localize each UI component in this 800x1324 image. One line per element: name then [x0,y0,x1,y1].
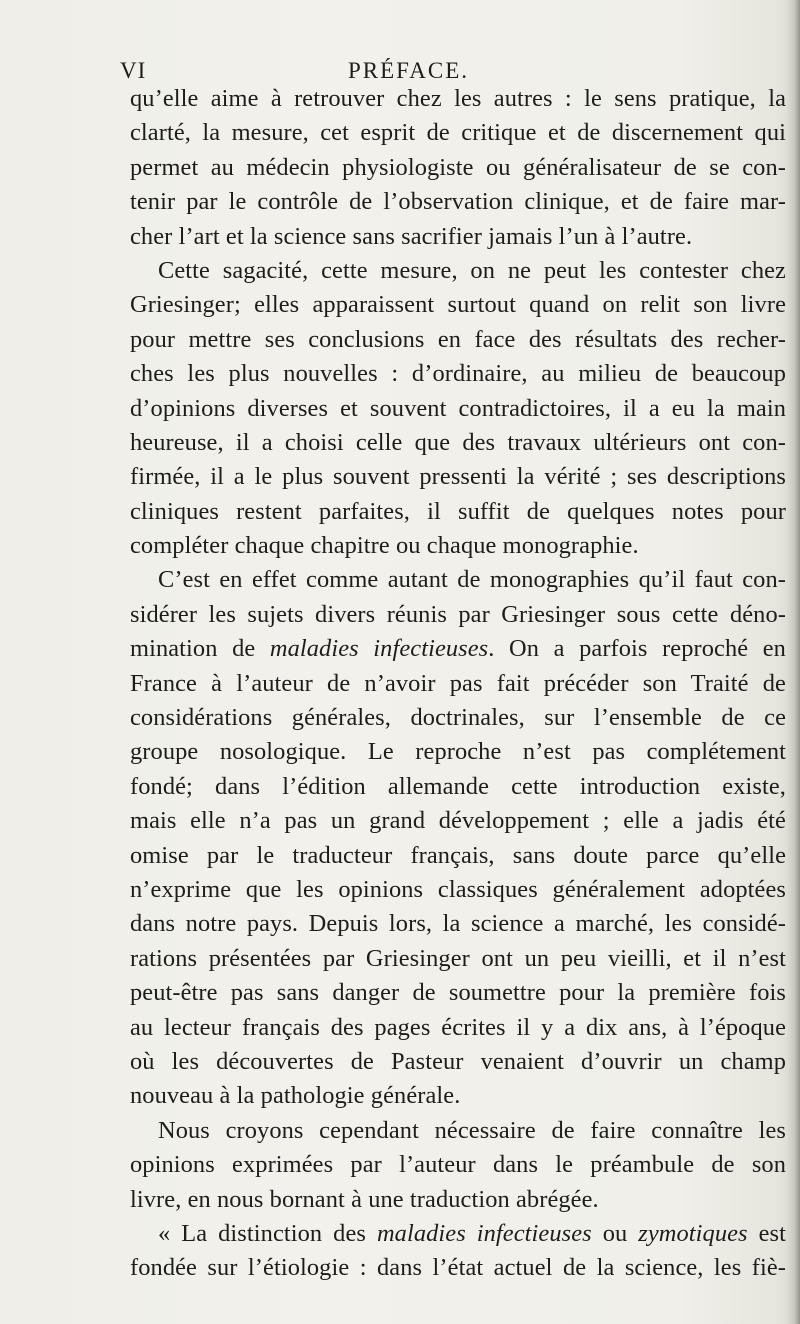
page-edge-shadow [786,0,800,1324]
body-text [130,82,786,1286]
text-segment: . On a parfois reproché en [488,635,786,663]
text-line: fondée sur l’étiologie : dans l’état actuel de la science, les fiè- [130,1254,786,1282]
text-segment: mination de [130,635,270,663]
text-line: sidérer les sujets divers réunis par Griesinger sous cette déno- [130,600,786,628]
text-segment: « La distinction des [158,1219,377,1247]
running-head: PRÉFACE. [348,58,470,83]
text-line: pour mettre ses conclusions en face des résultats des recher- [130,325,786,353]
text-line: n’exprime que les opinions classiques généralement adoptées [130,875,786,903]
italic-term: maladies infectieuses [269,635,489,663]
page-number: VI [120,58,147,83]
text-line: Nous croyons cependant nécessaire de faire connaître les [158,1116,786,1144]
text-line: omise par le traducteur français, sans doute parce qu’elle [130,841,786,869]
text-line: tenir par le contrôle de l’observation clinique, et de faire mar- [130,188,786,216]
text-line: France à l’auteur de n’avoir pas fait précéder son Traité de [130,669,786,697]
text-line: cher l’art et la science sans sacrifier jamais l’un à l’autre. [130,222,693,250]
text-line: livre, en nous bornant à une traduction abrégée. [130,1185,599,1213]
text-line: où les découvertes de Pasteur venaient d’ouvrir un champ [130,1047,786,1075]
text-line: groupe nosologique. Le reproche n’est pas complétement [130,738,786,766]
text-line: opinions exprimées par l’auteur dans le préambule de son [130,1151,786,1179]
text-line: peut-être pas sans danger de soumettre pour la première fois [130,979,786,1007]
text-line: C’est en effet comme autant de monographies qu’il faut con- [158,566,786,594]
text-line: considérations générales, doctrinales, sur l’ensemble de ce [130,704,786,732]
italic-term: maladies infectieuses [376,1219,592,1247]
text-line: ches les plus nouvelles : d’ordinaire, au milieu de beaucoup [130,360,786,388]
text-line-with-italic [130,1217,786,1251]
text-line: mais elle n’a pas un grand développement ; elle a jadis été [130,807,786,835]
text-line: fondé; dans l’édition allemande cette introduction existe, [130,772,786,800]
text-line: d’opinions diverses et souvent contradictoires, il a eu la main [130,394,786,422]
text-line: Griesinger; elles apparaissent surtout quand on relit son livre [130,291,786,319]
text-line: firmée, il a le plus souvent pressenti la vérité ; ses descriptions [130,463,786,491]
text-line: Cette sagacité, cette mesure, on ne peut les contester chez [158,256,786,284]
italic-term: zymotiques [638,1219,748,1247]
text-line: nouveau à la pathologie générale. [130,1082,461,1110]
text-segment: est [747,1219,786,1247]
text-line: clarté, la mesure, cet esprit de critique et de discernement qui [130,119,786,147]
text-line: permet au médecin physiologiste ou généralisateur de se con- [130,153,786,181]
text-line: cliniques restent parfaites, il suffit de quelques notes pour [130,497,786,525]
text-line: heureuse, il a choisi celle que des travaux ultérieurs ont con- [130,428,786,456]
text-line-with-italic [130,632,786,666]
text-line: compléter chaque chapitre ou chaque monographie. [130,532,639,560]
text-line: au lecteur français des pages écrites il y a dix ans, à l’époque [130,1013,786,1041]
text-line: dans notre pays. Depuis lors, la science a marché, les considé- [130,910,786,938]
text-line: rations présentées par Griesinger ont un peu vieilli, et il n’est [130,944,786,972]
text-segment: ou [591,1219,639,1247]
text-line: qu’elle aime à retrouver chez les autres : le sens pratique, la [130,85,786,112]
